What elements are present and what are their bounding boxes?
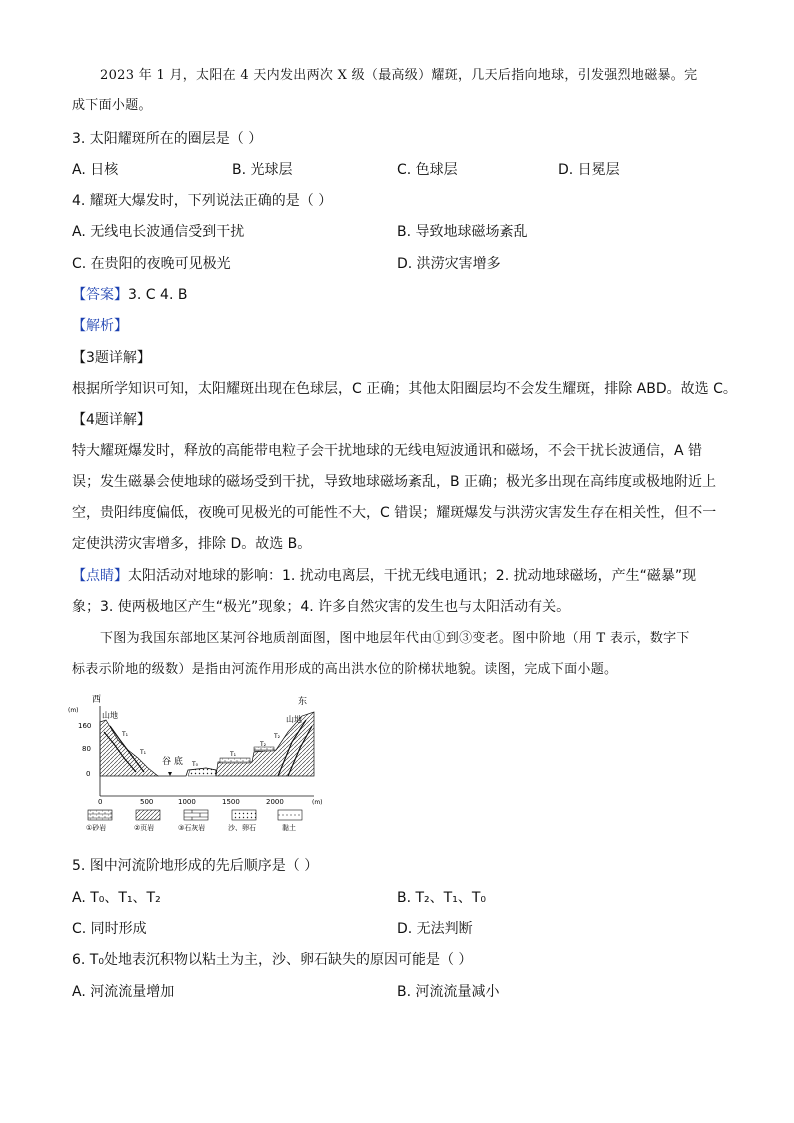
y-unit: (m)	[68, 707, 79, 714]
terrace-label-4: T₁	[230, 751, 237, 758]
detail-3-text: 根据所学知识可知，太阳耀斑出现在色球层，C 正确；其他太阳圈层均不会发生耀斑，排除 ABD。故选 C。	[72, 381, 737, 397]
comment-label: 【点睛】	[72, 568, 128, 584]
question-3-stem: 3. 太阳耀斑所在的圈层是（ ）	[72, 131, 263, 147]
detail-4-line-1: 特大耀斑爆发时，释放的高能带电粒子会干扰地球的无线电短波通讯和磁场，不会干扰长波通信，A 错	[72, 443, 703, 459]
water-level-marker	[168, 772, 172, 776]
question-5-option-d: D. 无法判断	[397, 921, 473, 937]
right-mountain-label: 山地	[286, 715, 302, 724]
question-3-option-d: D. 日冕层	[558, 162, 620, 178]
left-mountain-label: 山地	[102, 711, 118, 720]
question-3-option-a: A. 日核	[72, 162, 119, 178]
question-4-option-d: D. 洪涝灾害增多	[397, 256, 501, 272]
legend-swatch-limestone	[184, 810, 208, 820]
terrace-label-3: T₀	[192, 761, 199, 768]
x-tick-0: 0	[98, 798, 103, 806]
valley-cross-section-figure	[66, 692, 326, 832]
question-5-option-b: B. T₂、T₁、T₀	[397, 890, 486, 906]
question-6-option-a: A. 河流流量增加	[72, 984, 175, 1000]
x-tick-1500: 1500	[222, 798, 240, 806]
y-tick-160: 160	[78, 722, 92, 730]
legend-label-limestone: ③石灰岩	[178, 824, 206, 832]
left-mountain	[100, 720, 158, 776]
x-tick-1000: 1000	[178, 798, 196, 806]
valley-label: 谷 底	[162, 757, 183, 767]
legend-label-clay: 黏土	[282, 824, 296, 832]
intro2-line-2: 标表示阶地的级数）是指由河流作用形成的高出洪水位的阶梯状地貌。读图，完成下面小题。	[72, 662, 618, 677]
question-6-option-b: B. 河流流量减小	[397, 984, 500, 1000]
y-tick-80: 80	[82, 745, 91, 753]
y-tick-0: 0	[86, 770, 91, 778]
legend-label-gravel: 沙、卵石	[228, 824, 256, 832]
legend	[86, 810, 302, 832]
question-4-stem: 4. 耀斑大爆发时，下列说法正确的是（ ）	[72, 193, 333, 209]
legend-label-sandstone: ①砂岩	[86, 824, 107, 832]
question-3-option-c: C. 色球层	[397, 162, 458, 178]
analysis-label: 【解析】	[72, 318, 128, 334]
detail-3-label: 【3题详解】	[72, 350, 151, 366]
intro-line-2: 成下面小题。	[72, 98, 152, 113]
comment-line-1	[72, 566, 696, 586]
right-terrace-t1-deposit	[220, 758, 250, 763]
legend-swatch-sandstone	[88, 810, 112, 820]
answer-label: 【答案】	[72, 287, 128, 303]
answer-text: 3. C 4. B	[128, 287, 188, 303]
terrace-label-5: T₂	[260, 741, 267, 748]
x-tick-2000: 2000	[266, 798, 284, 806]
x-unit: (m)	[312, 799, 323, 806]
legend-swatch-shale	[136, 810, 160, 820]
question-5-stem: 5. 图中河流阶地形成的先后顺序是（ ）	[72, 858, 319, 874]
question-5-option-a: A. T₀、T₁、T₂	[72, 890, 161, 906]
detail-4-label: 【4题详解】	[72, 412, 151, 428]
question-5-option-c: C. 同时形成	[72, 921, 147, 937]
question-4-option-a: A. 无线电长波通信受到干扰	[72, 224, 245, 240]
detail-4-line-4: 定使洪涝灾害增多，排除 D。故选 B。	[72, 536, 312, 552]
detail-4-line-3: 空，贵阳纬度偏低，夜晚可见极光的可能性不大，C 错误；耀斑爆发与洪涝灾害发生存在相关性，但不一	[72, 505, 717, 521]
question-3-option-b: B. 光球层	[232, 162, 293, 178]
detail-4-line-2: 误；发生磁暴会使地球的磁场受到干扰，导致地球磁场紊乱，B 正确；极光多出现在高纬度或极地附近上	[72, 474, 717, 490]
intro2-line-1: 下图为我国东部地区某河谷地质剖面图，图中地层年代由①到③变老。图中阶地（用 T 表示，数字下	[100, 631, 690, 646]
question-4-option-b: B. 导致地球磁场紊乱	[397, 224, 528, 240]
question-4-option-c: C. 在贵阳的夜晚可见极光	[72, 256, 231, 272]
east-label: 东	[298, 697, 308, 707]
comment-line-2: 象；3. 使两极地区产生“极光”现象；4. 许多自然灾害的发生也与太阳活动有关。	[72, 599, 571, 615]
answer-row	[72, 285, 187, 305]
intro-line-1: 2023 年 1 月，太阳在 4 天内发出两次 X 级（最高级）耀斑，几天后指向地球，引发强烈地磁暴。完	[100, 68, 698, 83]
x-tick-500: 500	[140, 798, 154, 806]
terrace-label-2: T₁	[140, 749, 147, 756]
legend-label-shale: ②页岩	[134, 824, 155, 832]
terrace-label-6: T₂	[274, 733, 281, 740]
terrace-label-1: T₁	[122, 731, 129, 738]
comment-text-1: 太阳活动对地球的影响：1. 扰动电离层，干扰无线电通讯；2. 扰动地球磁场，产生“磁暴”现	[128, 568, 697, 584]
legend-swatch-gravel	[232, 810, 256, 820]
question-6-stem: 6. T₀处地表沉积物以粘土为主，沙、卵石缺失的原因可能是（ ）	[72, 952, 473, 968]
west-label: 西	[92, 695, 102, 705]
